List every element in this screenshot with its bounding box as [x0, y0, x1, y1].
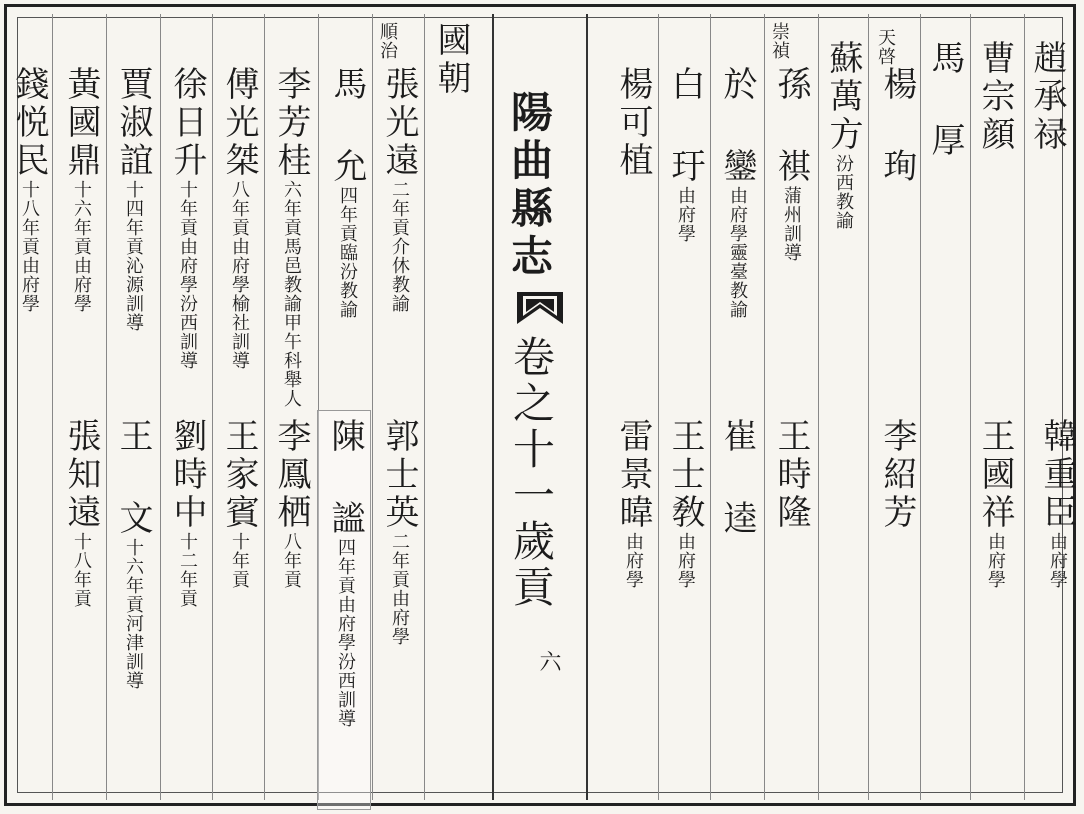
annotation: 十年貢 [229, 532, 250, 589]
name: 楊 珣 [877, 66, 917, 186]
entry-column [271, 66, 311, 408]
fishtail-mark-icon [515, 290, 565, 326]
entry-column-lower [379, 418, 419, 646]
name: 王士敎 [665, 418, 705, 532]
column-rule [264, 14, 265, 800]
name: 崔 逵 [717, 418, 757, 538]
entry-column-lower [717, 418, 757, 538]
entry-column-lower [1037, 418, 1077, 589]
annotation: 汾西教諭 [833, 154, 854, 230]
name: 李鳳栖 [271, 418, 311, 532]
column-rule [764, 14, 765, 800]
column-rule [710, 14, 711, 800]
name: 馬 允 [327, 66, 367, 186]
column-rule [920, 14, 921, 800]
entry-column [327, 66, 367, 319]
column-rule [424, 14, 425, 800]
era-name: 順治 [377, 22, 398, 60]
entry-column [1027, 40, 1067, 154]
name: 馬 厚 [925, 40, 965, 160]
annotation: 由府學 [985, 532, 1006, 589]
annotation: 由府學靈臺教諭 [727, 186, 748, 319]
entry-column [9, 66, 49, 313]
name: 王國祥 [975, 418, 1015, 532]
annotation: 四年貢由府學汾西訓導 [335, 538, 356, 728]
name: 白 玗 [665, 66, 705, 186]
name: 王時隆 [771, 418, 811, 532]
annotation: 六年貢馬邑教諭甲午科舉人 [281, 180, 302, 408]
center-fold-rule [492, 14, 494, 800]
era-name: 崇禎 [769, 22, 790, 60]
entry-column-lower [613, 418, 653, 589]
column-rule [818, 14, 819, 800]
entry-column [823, 40, 863, 230]
entry-column [876, 28, 894, 66]
name: 蘇萬方 [823, 40, 863, 154]
name: 韓重臣 [1037, 418, 1077, 532]
column-rule [372, 14, 373, 800]
entry-column-lower [325, 418, 365, 728]
entry-column-lower [113, 418, 153, 690]
center-fold-rule [586, 14, 588, 800]
name: 傅光桀 [219, 66, 259, 180]
entry-column [219, 66, 259, 370]
entry-column [877, 66, 917, 186]
entry-column [113, 66, 153, 332]
entry-column-lower [167, 418, 207, 608]
column-rule [160, 14, 161, 800]
annotation: 十六年貢由府學 [71, 180, 92, 313]
entry-column-lower [219, 418, 259, 589]
column-rule [1024, 14, 1025, 800]
entry-column-lower [61, 418, 101, 608]
entry-column [975, 40, 1015, 154]
name: 賈淑誼 [113, 66, 153, 180]
column-rule [970, 14, 971, 800]
page-number: 六 [536, 650, 561, 672]
section-heading [431, 22, 471, 98]
annotation: 十八年貢由府學 [19, 180, 40, 313]
entry-column-lower [877, 418, 917, 532]
entry-column [379, 66, 419, 313]
name: 楊可植 [613, 66, 653, 180]
name: 錢悦民 [9, 66, 49, 180]
annotation: 由府學 [623, 532, 644, 589]
annotation: 二年貢介休教諭 [389, 180, 410, 313]
annotation: 二年貢由府學 [389, 532, 410, 646]
name: 黃國鼎 [61, 66, 101, 180]
era-name: 天啓 [875, 28, 896, 66]
column-rule [658, 14, 659, 800]
annotation: 十六年貢河津訓導 [123, 538, 144, 690]
entry-column [167, 66, 207, 370]
annotation: 十四年貢沁源訓導 [123, 180, 144, 332]
annotation: 八年貢由府學榆社訓導 [229, 180, 250, 370]
column-rule [212, 14, 213, 800]
entry-column-lower [271, 418, 311, 589]
entry-column [613, 66, 653, 180]
entry-column-lower [975, 418, 1015, 589]
dynasty-heading: 國朝 [431, 22, 471, 98]
column-rule [868, 14, 869, 800]
annotation: 蒲州訓導 [781, 186, 802, 262]
name: 張知遠 [61, 418, 101, 532]
entry-column-lower [771, 418, 811, 532]
name: 王家賓 [219, 418, 259, 532]
annotation: 由府學 [1047, 532, 1068, 589]
column-rule [106, 14, 107, 800]
name: 李芳桂 [271, 66, 311, 180]
name: 郭士英 [379, 418, 419, 532]
entry-column [61, 66, 101, 313]
name: 陳 謐 [325, 418, 365, 538]
entry-column [770, 22, 788, 60]
name: 雷景暐 [613, 418, 653, 532]
annotation: 十二年貢 [177, 532, 198, 608]
name: 張光遠 [379, 66, 419, 180]
annotation: 八年貢 [281, 532, 302, 589]
book-title: 陽曲縣志 [505, 90, 554, 282]
annotation: 由府學 [675, 186, 696, 243]
name: 李紹芳 [877, 418, 917, 532]
entry-column [925, 40, 965, 160]
juan-heading: 卷之十一歲貢 [507, 335, 556, 611]
name: 劉時中 [167, 418, 207, 532]
name: 王 文 [113, 418, 153, 538]
annotation: 十八年貢 [71, 532, 92, 608]
annotation: 十年貢由府學汾西訓導 [177, 180, 198, 370]
entry-column [665, 66, 705, 243]
name: 趙承禄 [1027, 40, 1067, 154]
entry-column [771, 66, 811, 262]
name: 孫 褀 [771, 66, 811, 186]
name: 於 鑾 [717, 66, 757, 186]
entry-column-lower [665, 418, 705, 589]
annotation: 由府學 [675, 532, 696, 589]
entry-column [717, 66, 757, 319]
entry-column [378, 22, 396, 60]
annotation: 四年貢臨汾教諭 [337, 186, 358, 319]
column-rule [52, 14, 53, 800]
name: 徐日升 [167, 66, 207, 180]
name: 曹宗顔 [975, 40, 1015, 154]
